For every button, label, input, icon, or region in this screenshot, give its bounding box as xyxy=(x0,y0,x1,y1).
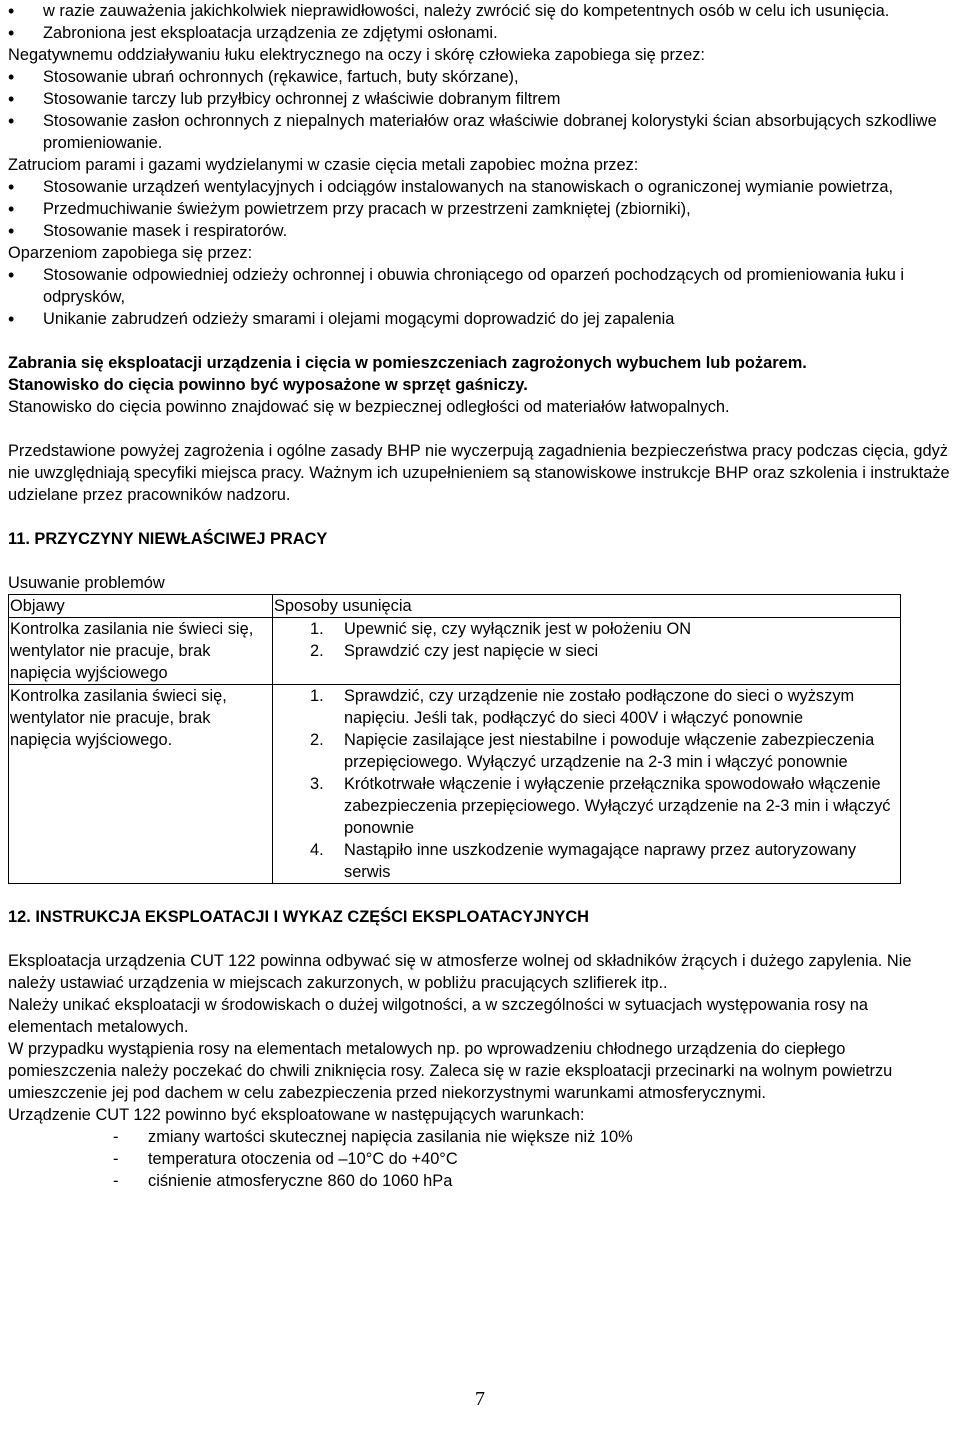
remedy-step xyxy=(310,685,900,729)
step-number: 1. xyxy=(310,620,324,638)
list-item: - zmiany wartości skutecznej napięcia zasilania nie większe niż 10% xyxy=(113,1126,956,1148)
step-text: Napięcie zasilające jest niestabilne i powoduje włączenie zabezpieczenia przepięciowego. Wyłączyć urządzenie na 2-3 min i włączyć ponownie xyxy=(344,731,875,771)
remedy-step xyxy=(310,618,900,640)
step-text: Nastąpiło inne uszkodzenie wymagające naprawy przez autoryzowany serwis xyxy=(344,841,857,881)
remedy-cell xyxy=(273,685,901,884)
bullet-list-fumes xyxy=(8,176,956,242)
remedy-step xyxy=(310,839,900,883)
list-item: • w razie zauważenia jakichkolwiek nieprawidłowości, należy zwrócić się do kompetentnych osób w celu ich usunięcia. xyxy=(8,0,956,22)
step-text: Upewnić się, czy wyłącznik jest w położeniu ON xyxy=(344,620,692,638)
list-item: • Przedmuchiwanie świeżym powietrzem przy pracach w przestrzeni zamkniętej (zbiorniki), xyxy=(8,198,956,220)
bullet-list-burns xyxy=(8,264,956,330)
arc-protection-intro: Negatywnemu oddziaływaniu łuku elektrycznego na oczy i skórę człowieka zapobiega się przez: xyxy=(8,46,705,64)
warning-flammable: Stanowisko do cięcia powinno znajdować się w bezpiecznej odległości od materiałów łatwopalnych. xyxy=(8,398,730,416)
document-page xyxy=(8,0,956,1192)
section-11-title: 11. PRZYCZYNY NIEWŁAŚCIWEJ PRACY xyxy=(8,530,328,548)
remedy-steps xyxy=(274,618,900,662)
step-text: Sprawdzić, czy urządzenie nie zostało podłączone do sieci o wyższym napięciu. Jeśli tak, podłączyć do sieci 400V i włączyć ponownie xyxy=(344,687,855,727)
step-number: 1. xyxy=(310,687,324,705)
remedy-step xyxy=(310,773,900,839)
step-text: Krótkotrwałe włączenie i wyłączenie przełącznika spowodowało włączenie zabezpieczenia przepięciowego. Wyłączyć urządzenie na 2-3 min i włączyć ponownie xyxy=(344,775,891,837)
step-number: 4. xyxy=(310,841,324,859)
table-header-row xyxy=(9,595,901,618)
section-12-paragraph: Należy unikać eksploatacji w środowiskach o dużej wilgotności, a w szczególności w sytuacjach występowania rosy na elementach metalowych. xyxy=(8,996,868,1036)
remedy-step xyxy=(310,729,900,773)
list-item: • Stosowanie zasłon ochronnych z niepalnych materiałów oraz właściwie dobranej kolorystyki ścian absorbujących szkodliwe promieniowanie. xyxy=(8,110,956,154)
table-row xyxy=(9,618,901,685)
table-header: Objawy xyxy=(9,595,273,618)
table-row xyxy=(9,685,901,884)
symptom-cell: Kontrolka zasilania nie świeci się, wentylator nie pracuje, brak napięcia wyjściowego xyxy=(9,618,273,685)
list-item: • Stosowanie urządzeń wentylacyjnych i odciągów instalowanych na stanowiskach o ograniczonej wymianie powietrza, xyxy=(8,176,956,198)
step-text: Sprawdzić czy jest napięcie w sieci xyxy=(344,642,599,660)
troubleshooting-table xyxy=(8,594,901,884)
section-12-paragraph: Urządzenie CUT 122 powinno być eksploatowane w następujących warunkach: xyxy=(8,1106,585,1124)
list-item: • Stosowanie masek i respiratorów. xyxy=(8,220,956,242)
list-item: • Unikanie zabrudzeń odzieży smarami i olejami mogącymi doprowadzić do jej zapalenia xyxy=(8,308,956,330)
warning-explosion: Zabrania się eksploatacji urządzenia i cięcia w pomieszczeniach zagrożonych wybuchem lub pożarem. xyxy=(8,354,807,372)
burns-intro: Oparzeniom zapobiega się przez: xyxy=(8,244,253,262)
section-12-paragraph: Eksploatacja urządzenia CUT 122 powinna odbywać się w atmosferze wolnej od składników żrących i dużego zapylenia. Nie należy ustawiać urządzenia w miejscach zakurzonych, w pobliżu pracujących szlifierek itp.. xyxy=(8,952,912,992)
list-item: • Stosowanie odpowiedniej odzieży ochronnej i obuwia chroniącego od oparzeń pochodzących od promieniowania łuku i odprysków, xyxy=(8,264,956,308)
bullet-list-arc xyxy=(8,66,956,154)
section-12-paragraph: W przypadku wystąpienia rosy na elementach metalowych np. po wprowadzeniu chłodnego urządzenia do ciepłego pomieszczenia należy poczekać do chwili zniknięcia rosy. Zaleca się w razie eksploatacji przecinarki na wolnym powietrzu umieszczenie jej pod dachem w celu zabezpieczenia przed niekorzystnymi warunkami atmosferycznymi. xyxy=(8,1040,893,1102)
table-header: Sposoby usunięcia xyxy=(273,595,901,618)
remedy-cell xyxy=(273,618,901,685)
step-number: 2. xyxy=(310,642,324,660)
remedy-step xyxy=(310,640,900,662)
symptom-cell: Kontrolka zasilania świeci się, wentylator nie pracuje, brak napięcia wyjściowego. xyxy=(9,685,273,884)
fumes-intro: Zatruciom parami i gazami wydzielanymi w czasie cięcia metali zapobiec można przez: xyxy=(8,156,639,174)
list-item: • Zabroniona jest eksploatacja urządzenia ze zdjętymi osłonami. xyxy=(8,22,956,44)
list-item: - ciśnienie atmosferyczne 860 do 1060 hPa xyxy=(113,1170,956,1192)
section-11-subtitle: Usuwanie problemów xyxy=(8,574,165,592)
step-number: 3. xyxy=(310,775,324,793)
step-number: 2. xyxy=(310,731,324,749)
list-item: • Stosowanie ubrań ochronnych (rękawice, fartuch, buty skórzane), xyxy=(8,66,956,88)
page-number: 7 xyxy=(475,1388,485,1410)
warning-extinguisher: Stanowisko do cięcia powinno być wyposażone w sprzęt gaśniczy. xyxy=(8,376,528,394)
conditions-list xyxy=(8,1126,956,1192)
remedy-steps xyxy=(274,685,900,883)
list-item: • Stosowanie tarczy lub przyłbicy ochronnej z właściwie dobranym filtrem xyxy=(8,88,956,110)
section-12-title: 12. INSTRUKCJA EKSPLOATACJI I WYKAZ CZĘŚCI EKSPLOATACYJNYCH xyxy=(8,908,590,926)
summary-paragraph: Przedstawione powyżej zagrożenia i ogólne zasady BHP nie wyczerpują zagadnienia bezpieczeństwa pracy podczas cięcia, gdyż nie uwzględniają specyfiki miejsca pracy. Ważnym ich uzupełnieniem są stanowiskowe instrukcje BHP oraz szkolenia i instruktaże udzielane przez pracowników nadzoru. xyxy=(8,442,950,504)
list-item: - temperatura otoczenia od –10°C do +40°C xyxy=(113,1148,956,1170)
bullet-list-general xyxy=(8,0,956,44)
